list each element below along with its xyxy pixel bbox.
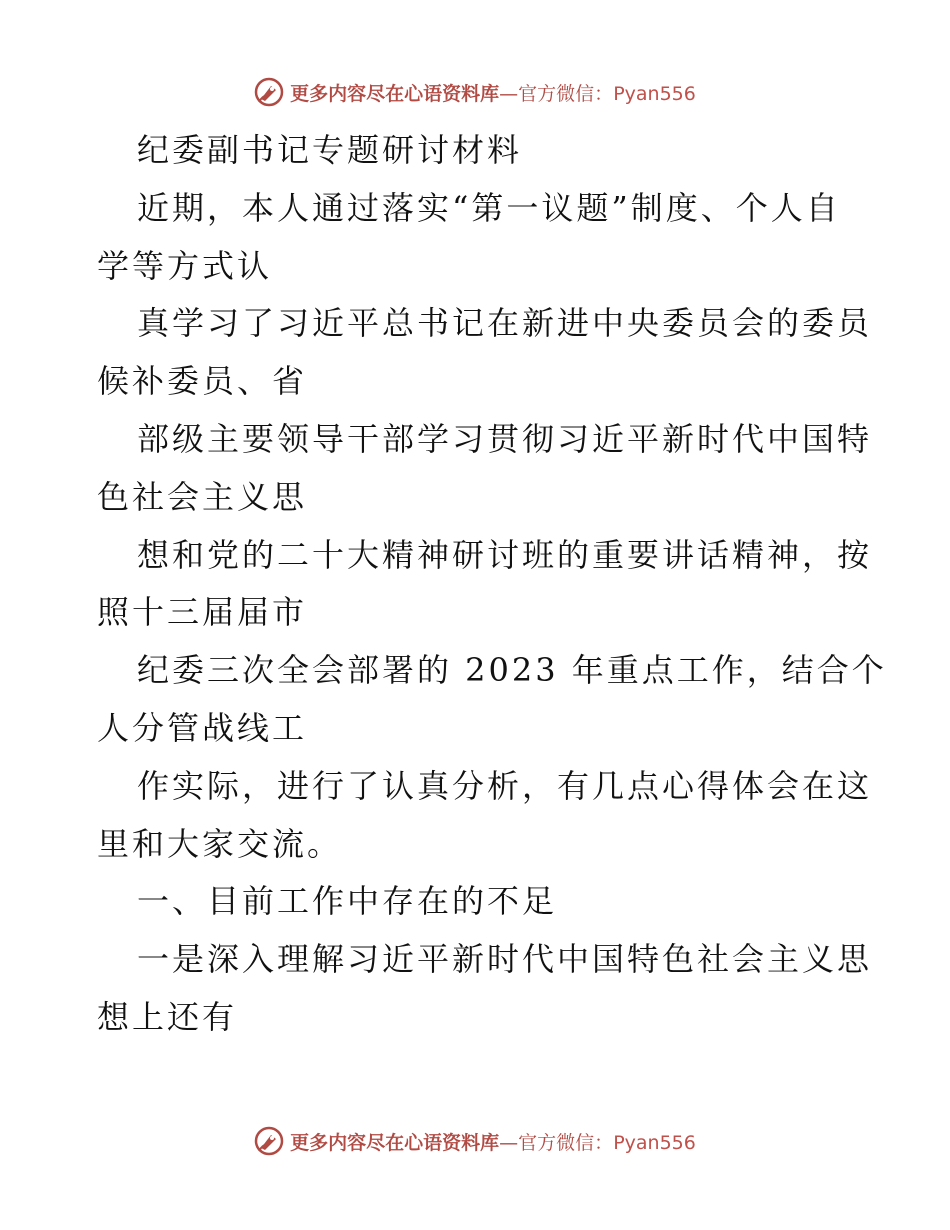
banner-dash: — <box>499 82 519 105</box>
pen-nib-logo-icon <box>254 77 284 107</box>
banner-wechat-id: Pyan556 <box>613 1131 696 1154</box>
footer-watermark <box>0 1121 950 1161</box>
paragraph-line: 纪委三次全会部署的 2023 年重点工作，结合个 <box>137 651 887 690</box>
banner-wechat-label: 官方微信： <box>518 1131 614 1154</box>
paragraph-line: 里和大家交流。 <box>97 824 343 863</box>
paragraph-line: 候补委员、省 <box>97 362 308 401</box>
paragraph-line: 想和党的二十大精神研讨班的重要讲话精神，按 <box>137 535 873 574</box>
paragraph-line: 色社会主义思 <box>97 477 308 516</box>
banner-site-name: 更多内容尽在心语资料库 <box>290 1131 500 1154</box>
paragraph-line: 真学习了习近平总书记在新进中央委员会的委员 <box>137 304 873 343</box>
paragraph-line: 想上还有 <box>97 997 238 1036</box>
document-title: 纪委副书记专题研讨材料 <box>137 131 523 169</box>
document-body <box>97 122 887 1047</box>
pen-nib-logo-icon <box>254 1126 284 1156</box>
banner-dash: — <box>499 1131 519 1154</box>
section-heading: 一、目前工作中存在的不足 <box>137 882 558 921</box>
paragraph-line: 照十三届届市 <box>97 593 308 632</box>
banner-wechat-label: 官方微信： <box>518 82 614 105</box>
paragraph-line: 近期，本人通过落实“第一议题”制度、个人自 <box>137 188 841 227</box>
paragraph-line: 部级主要领导干部学习贯彻习近平新时代中国特 <box>137 419 873 458</box>
paragraph-line: 作实际，进行了认真分析，有几点心得体会在这 <box>137 766 873 805</box>
paragraph-line: 一是深入理解习近平新时代中国特色社会主义思 <box>137 940 873 979</box>
banner-wechat-id: Pyan556 <box>613 82 696 105</box>
header-watermark <box>0 72 950 112</box>
paragraph-line: 人分管战线工 <box>97 708 308 747</box>
paragraph-line: 学等方式认 <box>97 246 273 285</box>
banner-site-name: 更多内容尽在心语资料库 <box>290 82 500 105</box>
